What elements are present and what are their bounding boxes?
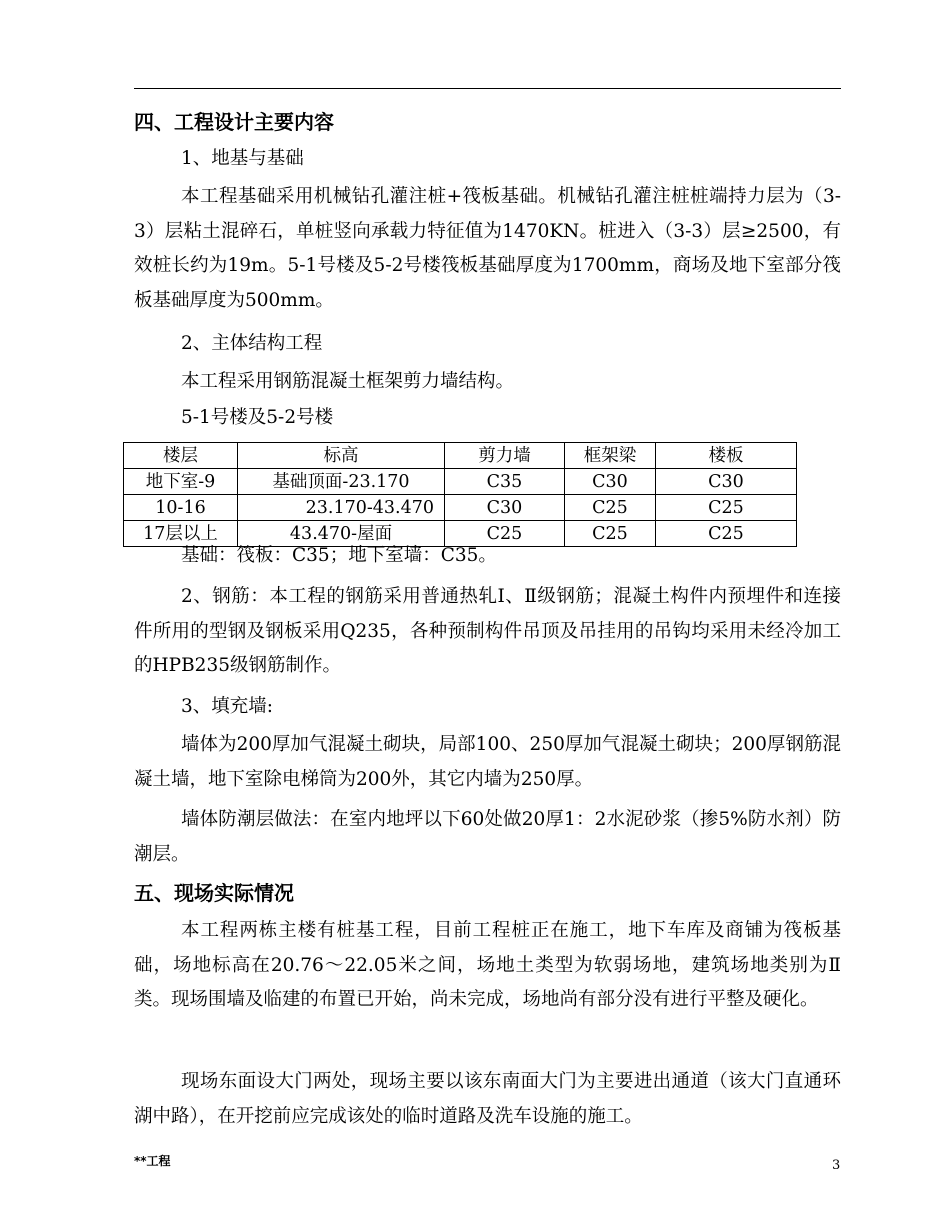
paragraph-structure: 本工程采用钢筋混凝土框架剪力墙结构。 (181, 371, 515, 392)
paragraph-infill-wall: 墙体为200厚加气混凝土砌块，局部100、250厚加气混凝土砌块；200厚钢筋混凝土墙，地下室除电梯筒为200外，其它内墙为250厚。 (134, 734, 841, 790)
table-cell: C25 (565, 521, 656, 547)
section4-heading: 四、工程设计主要内容 (134, 110, 334, 134)
table-header-cell: 楼板 (656, 443, 797, 469)
table-cell: C30 (656, 469, 797, 495)
paragraph-foundation: 本工程基础采用机械钻孔灌注桩+筏板基础。机械钻孔灌注桩桩端持力层为（3-3）层粘土混碎石，单桩竖向承载力特征值为1470KN。桩进入（3-3）层≥2500，有效桩长约为19m。5-1号楼及5-2号楼筏板基础厚度为1700mm，商场及地下室部分筏板基础厚度为500mm。 (134, 186, 841, 311)
footer-project-name: **工程 (134, 1154, 171, 1168)
table-cell: C25 (445, 521, 565, 547)
table-row (124, 495, 797, 521)
table-header-cell: 楼层 (124, 443, 238, 469)
paragraph-site-status: 本工程两栋主楼有桩基工程，目前工程桩正在施工，地下车库及商铺为筏板基础，场地标高在20.76～22.05米之间，场地土类型为软弱场地，建筑场地类别为Ⅱ类。现场围墙及临建的布置已开始，尚未完成，场地尚有部分没有进行平整及硬化。 (134, 920, 841, 1010)
paragraph-damp-proof: 墙体防潮层做法：在室内地坪以下60处做20厚1：2水泥砂浆（掺5%防水剂）防潮层。 (134, 809, 841, 865)
table-cell: 10-16 (124, 495, 238, 521)
table-header-cell: 框架梁 (565, 443, 656, 469)
sub-heading-foundation: 1、地基与基础 (181, 148, 304, 169)
table-cell: C30 (565, 469, 656, 495)
table-cell: C25 (565, 495, 656, 521)
page-number: 3 (832, 1158, 841, 1173)
table-header-row (124, 443, 797, 469)
foundation-note: 基础：筏板：C35；地下室墙：C35。 (181, 545, 497, 566)
section5-heading: 五、现场实际情况 (134, 881, 294, 905)
table-caption: 5-1号楼及5-2号楼 (181, 407, 334, 428)
table-cell: C30 (445, 495, 565, 521)
table-cell: 23.170-43.470 (238, 495, 445, 521)
header-rule (134, 88, 841, 89)
table-header-cell: 标高 (238, 443, 445, 469)
table-cell: 43.470-屋面 (238, 521, 445, 547)
table-cell: 17层以上 (124, 521, 238, 547)
table-row (124, 469, 797, 495)
paragraph-rebar: 2、钢筋：本工程的钢筋采用普通热轧Ⅰ、Ⅱ级钢筋；混凝土构件内预埋件和连接件所用的型钢及钢板采用Q235，各种预制构件吊顶及吊挂用的吊钩均采用未经冷加工的HPB235级钢筋制作。 (134, 586, 841, 676)
sub-heading-infill-wall: 3、填充墙: (181, 696, 274, 717)
table-cell: 地下室-9 (124, 469, 238, 495)
sub-heading-structure: 2、主体结构工程 (181, 333, 323, 354)
table-cell: C25 (656, 521, 797, 547)
paragraph-site-gates: 现场东面设大门两处，现场主要以该东南面大门为主要进出通道（该大门直通环湖中路），在开挖前应完成该处的临时道路及洗车设施的施工。 (134, 1071, 841, 1127)
table-row (124, 521, 797, 547)
table-cell: C35 (445, 469, 565, 495)
table-header-cell: 剪力墙 (445, 443, 565, 469)
concrete-grade-table (123, 442, 797, 547)
table-cell: C25 (656, 495, 797, 521)
table-cell: 基础顶面-23.170 (238, 469, 445, 495)
